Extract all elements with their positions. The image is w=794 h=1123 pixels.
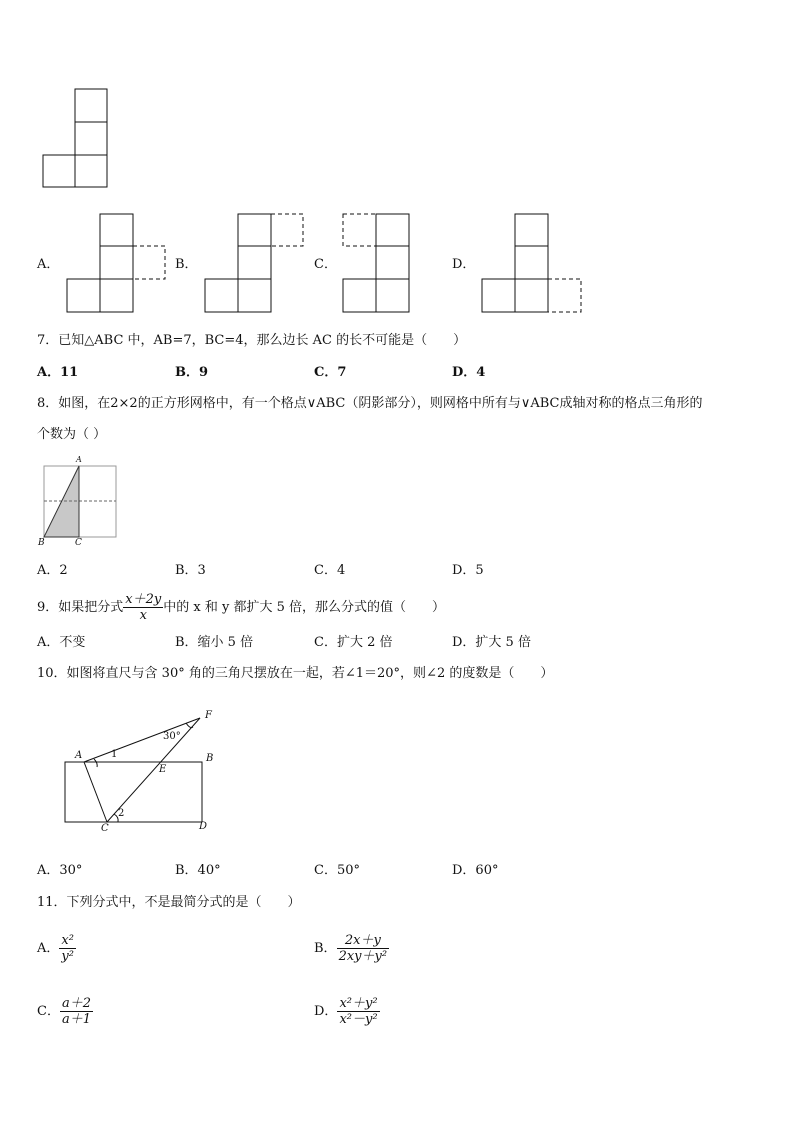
option-b-label: B． <box>175 257 198 272</box>
q10-label-angle2: 2 <box>118 808 125 819</box>
q10-label-c: C <box>101 823 109 834</box>
option-c-label: C． <box>314 257 337 272</box>
q7-option-d: D．4 <box>452 365 486 380</box>
q8-option-c: C．4 <box>314 563 346 578</box>
q10-stem: 10．如图将直尺与含 30° 角的三角尺摆放在一起，若∠1＝20°，则∠2 的度数是（ ） <box>37 666 554 681</box>
q11-option-a-label: A． <box>37 941 60 956</box>
q11-option-b <box>314 929 389 969</box>
q10-label-d: D <box>199 821 208 832</box>
q11-option-c <box>37 992 93 1032</box>
q8-label-b: B <box>38 538 45 548</box>
q7-option-c: C．7 <box>314 365 347 380</box>
q9-prefix: 9．如果把分式 <box>37 600 124 615</box>
q11-option-a-fraction <box>59 933 76 964</box>
q11-option-b-fraction <box>337 933 390 964</box>
q10-label-b: B <box>206 753 214 764</box>
q9-fraction-numerator: x＋2y <box>125 592 162 607</box>
q11-stem: 11．下列分式中，不是最简分式的是（ ） <box>37 895 301 910</box>
q7-option-b: B．9 <box>175 365 209 380</box>
q10-label-angle1: 1 <box>111 749 118 760</box>
q11-option-a-numerator: x² <box>59 933 76 949</box>
option-d-label: D． <box>452 257 476 272</box>
q11-option-d-fraction <box>337 996 379 1027</box>
q9-option-a: A．不变 <box>37 635 86 650</box>
q11-option-b-label: B． <box>314 941 337 956</box>
q9-fraction-denominator: x <box>139 608 147 623</box>
q10-label-angle30: 30° <box>163 731 181 742</box>
q11-option-a-denominator: y² <box>61 949 74 964</box>
q10-label-f: F <box>205 710 212 721</box>
q8-option-d: D．5 <box>452 563 484 578</box>
q10-label-e: E <box>159 764 167 775</box>
q11-option-d-label: D． <box>314 1004 338 1019</box>
q11-option-c-fraction <box>60 996 93 1027</box>
q11-option-a <box>37 929 76 969</box>
q9-option-b: B．缩小 5 倍 <box>175 635 254 650</box>
q11-option-c-numerator: a＋2 <box>61 996 91 1011</box>
q8-stem-line1: 8．如图，在2×2的正方形网格中，有一个格点∨ABC（阴影部分），则网格中所有与∨ABC成轴对称的格点三角形的 <box>37 396 703 411</box>
q8-option-a: A．2 <box>37 563 68 578</box>
q11-option-c-label: C． <box>37 1004 60 1019</box>
q11-option-d-denominator: x²－y² <box>339 1012 378 1027</box>
q10-label-a: A <box>75 750 83 761</box>
q10-option-d: D．60° <box>452 863 499 878</box>
q11-option-d <box>314 992 380 1032</box>
q11-option-b-denominator: 2xy＋y² <box>338 949 388 964</box>
q8-label-c: C <box>75 538 82 548</box>
q11-option-b-numerator: 2x＋y <box>337 933 390 949</box>
q7-stem: 7．已知△ABC 中，AB=7，BC=4，那么边长 AC 的长不可能是（ ） <box>37 333 467 348</box>
q9-option-d: D．扩大 5 倍 <box>452 635 531 650</box>
q8-stem-line2: 个数为（ ） <box>37 427 107 442</box>
q8-option-b: B．3 <box>175 563 206 578</box>
q9-option-c: C．扩大 2 倍 <box>314 635 393 650</box>
q10-option-a: A．30° <box>37 863 83 878</box>
q11-option-d-numerator: x²＋y² <box>339 996 378 1011</box>
q9-suffix: 中的 x 和 y 都扩大 5 倍，那么分式的值（ ） <box>163 600 445 615</box>
q10-option-b: B．40° <box>175 863 221 878</box>
q10-option-c: C．50° <box>314 863 360 878</box>
q8-label-a: A <box>76 455 82 464</box>
option-a-label: A． <box>37 257 60 272</box>
q7-option-a: A．11 <box>37 365 79 380</box>
q11-option-c-denominator: a＋1 <box>61 1012 91 1027</box>
